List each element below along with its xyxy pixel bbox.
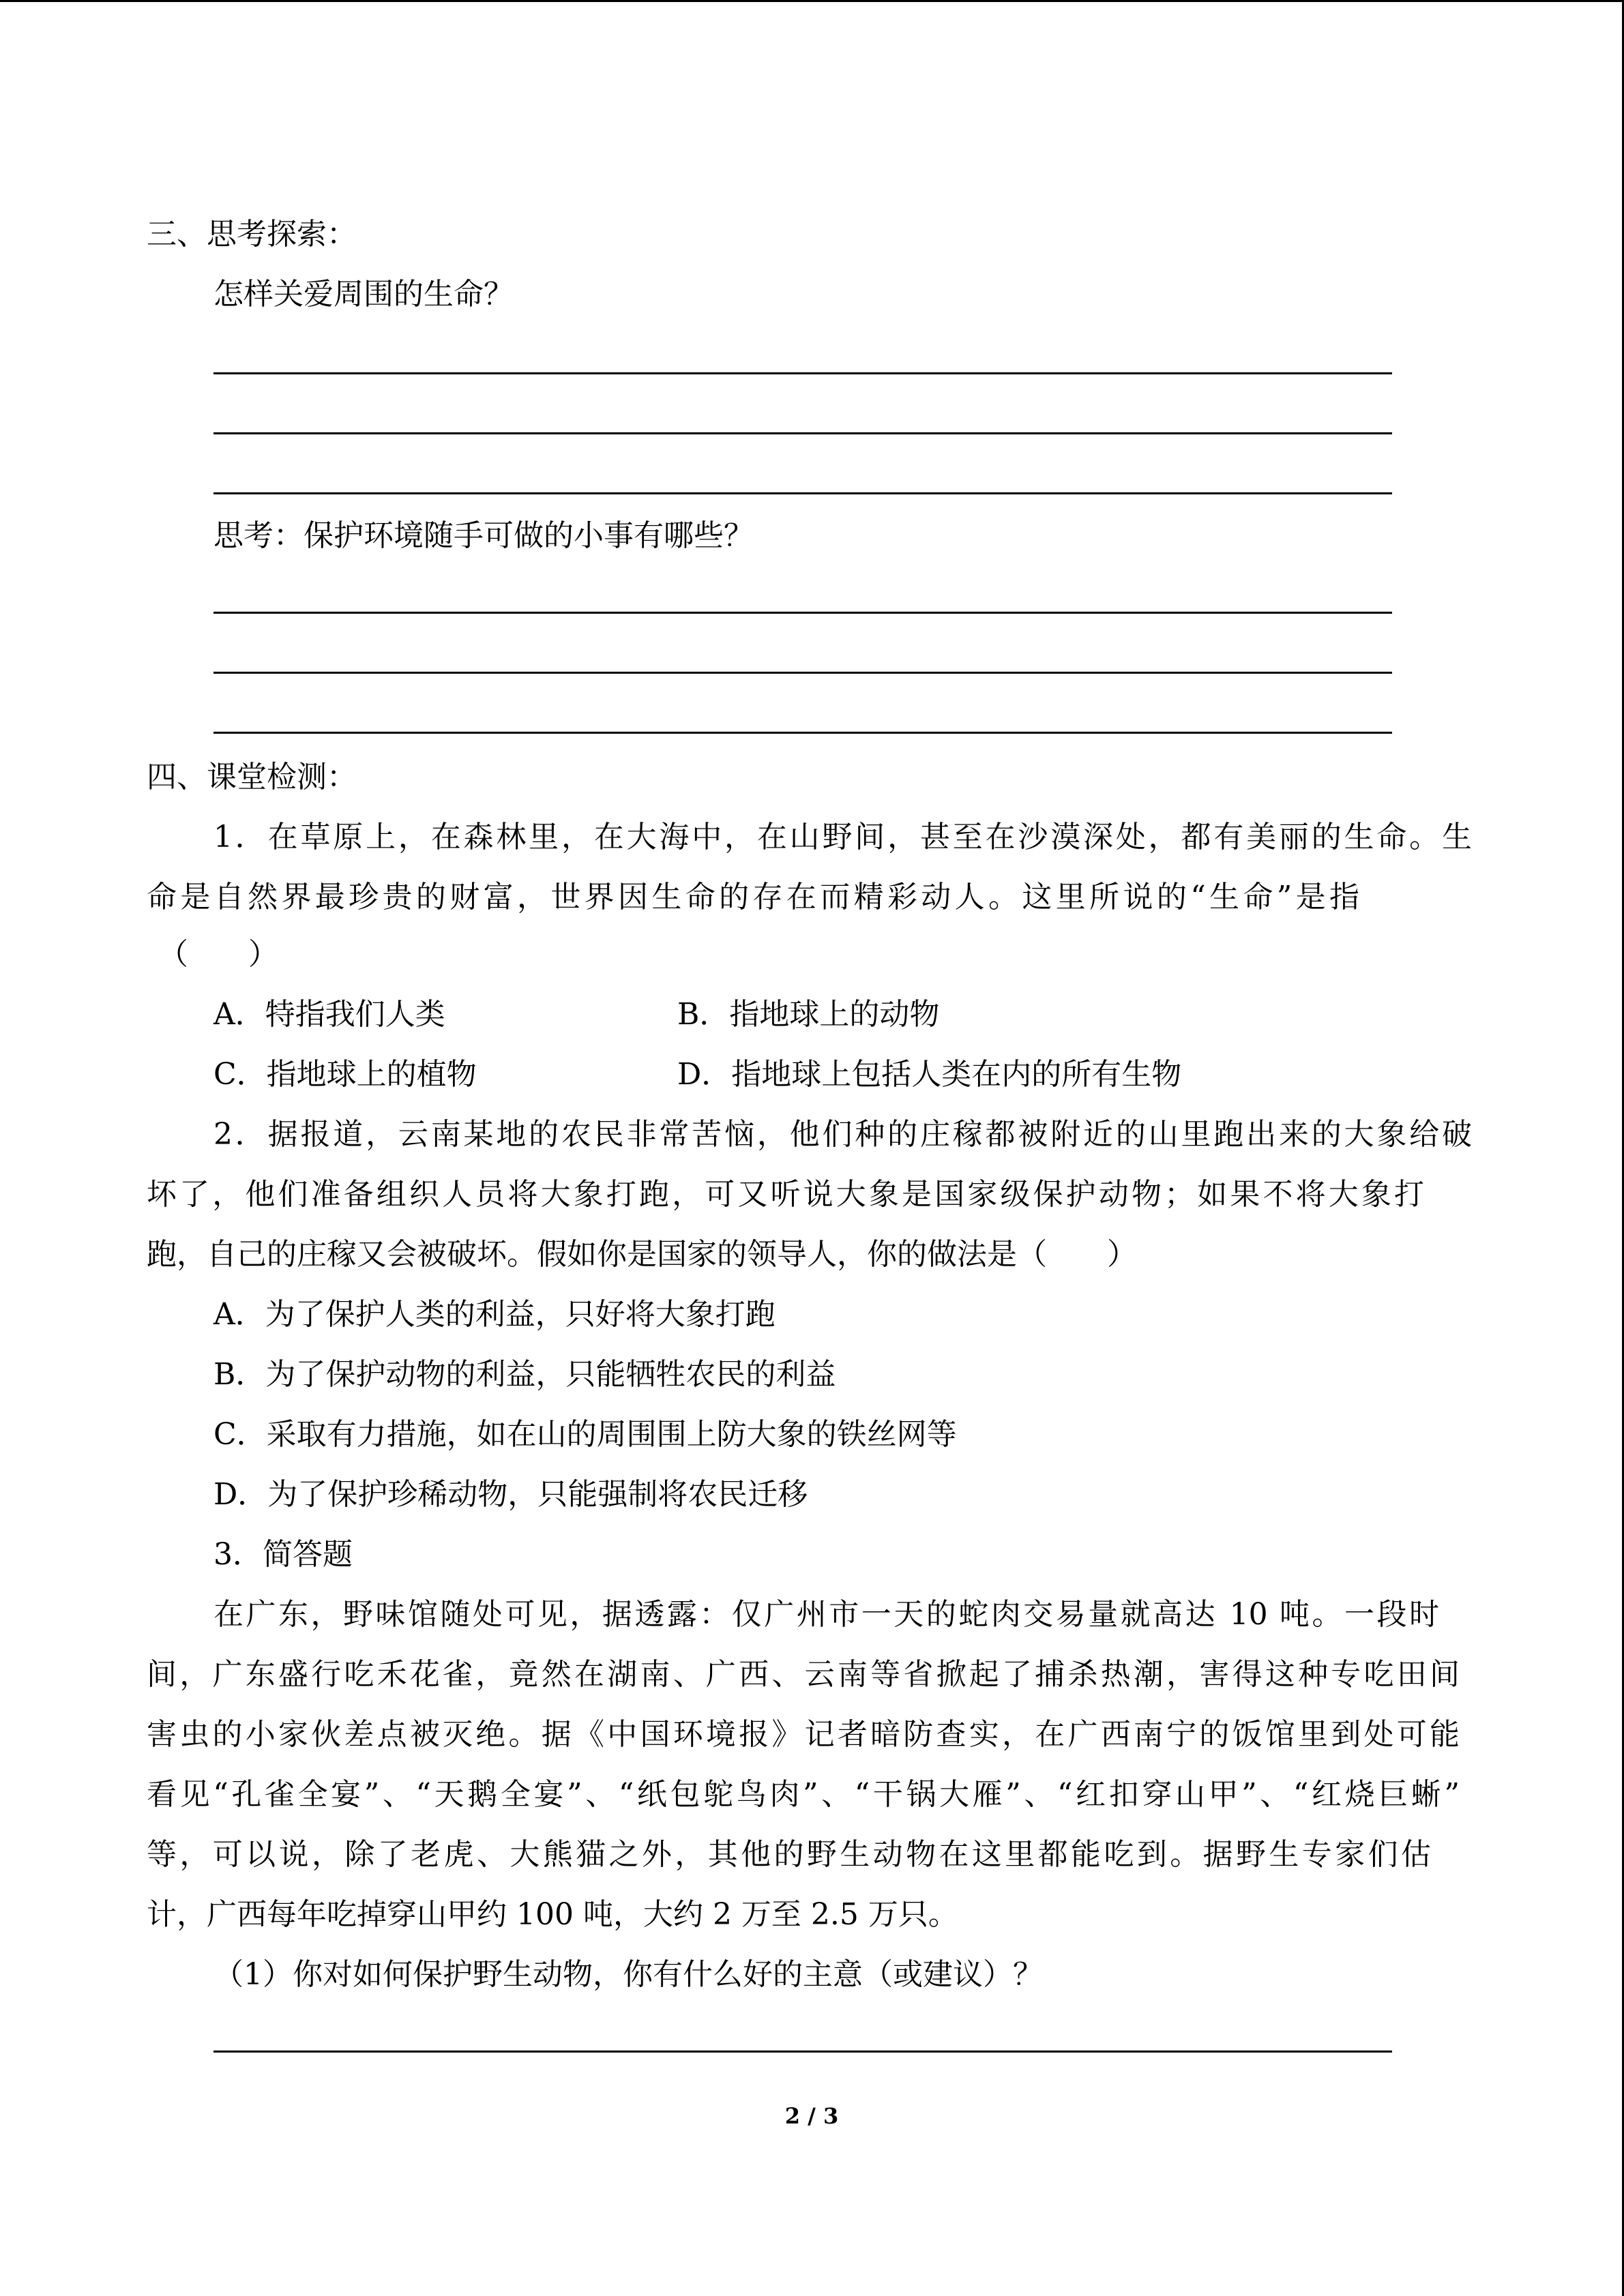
q2-option-a: A．为了保护人类的利益，只好将大象打跑 — [213, 1297, 776, 1332]
q1-answer-bracket: （ ） — [158, 937, 278, 972]
answer-line — [213, 612, 1392, 614]
q3-paragraph-line1: 在广东，野味馆随处可见，据透露：仅广州市一天的蛇肉交易量就高达 10 吨。一段时 — [213, 1597, 1439, 1632]
q3-paragraph-line3: 害虫的小家伙差点被灭绝。据《中国环境报》记者暗防查实，在广西南宁的饭馆里到处可能 — [147, 1717, 1460, 1752]
q2-text-line3: 跑，自己的庄稼又会被破坏。假如你是国家的领导人，你的做法是（ ） — [147, 1237, 1137, 1272]
answer-line — [213, 732, 1392, 734]
q2-text-line2: 坏了，他们准备组织人员将大象打跑，可又听说大象是国家级保护动物；如果不将大象打 — [147, 1177, 1424, 1212]
page-number: 2 / 3 — [784, 2103, 839, 2129]
q1-option-b: B．指地球上的动物 — [677, 997, 940, 1032]
section3-question1: 怎样关爱周围的生命？ — [213, 277, 514, 312]
page-top-border — [0, 0, 1624, 2]
q3-title: 3．简答题 — [213, 1537, 353, 1572]
q1-text-line1: 1．在草原上，在森林里，在大海中，在山野间，甚至在沙漠深处，都有美丽的生命。生 — [213, 820, 1472, 854]
q2-option-b: B．为了保护动物的利益，只能牺牲农民的利益 — [213, 1357, 836, 1392]
answer-line — [213, 432, 1392, 434]
q3-subquestion-1: （1）你对如何保护野生动物，你有什么好的主意（或建议）？ — [213, 1957, 1043, 1992]
q2-option-d: D．为了保护珍稀动物，只能强制将农民迁移 — [213, 1477, 808, 1512]
answer-line — [213, 492, 1392, 494]
q1-option-c: C．指地球上的植物 — [213, 1057, 477, 1092]
q3-paragraph-line2: 间，广东盛行吃禾花雀，竟然在湖南、广西、云南等省掀起了捕杀热潮，害得这种专吃田间 — [147, 1657, 1460, 1692]
q1-option-d: D．指地球上包括人类在内的所有生物 — [677, 1057, 1182, 1092]
q3-paragraph-line4: 看见“孔雀全宴”、“天鹅全宴”、“纸包鸵鸟肉”、“干锅大雁”、“红扣穿山甲”、“红烧巨蜥” — [147, 1777, 1460, 1812]
q2-option-c: C．采取有力措施，如在山的周围围上防大象的铁丝网等 — [213, 1417, 957, 1452]
answer-line — [213, 672, 1392, 674]
section3-question2: 思考：保护环境随手可做的小事有哪些？ — [213, 518, 754, 553]
section4-heading: 四、课堂检测： — [147, 760, 357, 794]
q3-paragraph-line6: 计，广西每年吃掉穿山甲约 100 吨，大约 2 万至 2.5 万只。 — [147, 1897, 958, 1932]
q1-option-a: A．特指我们人类 — [213, 997, 445, 1032]
answer-line — [213, 2051, 1392, 2053]
q2-text-line1: 2．据报道，云南某地的农民非常苦恼，他们种的庄稼都被附近的山里跑出来的大象给破 — [213, 1117, 1472, 1152]
answer-line — [213, 372, 1392, 374]
section3-heading: 三、思考探索： — [147, 217, 357, 252]
q3-paragraph-line5: 等，可以说，除了老虎、大熊猫之外，其他的野生动物在这里都能吃到。据野生专家们估 — [147, 1837, 1431, 1872]
q1-text-line2: 命是自然界最珍贵的财富，世界因生命的存在而精彩动人。这里所说的“生命”是指 — [147, 880, 1359, 914]
